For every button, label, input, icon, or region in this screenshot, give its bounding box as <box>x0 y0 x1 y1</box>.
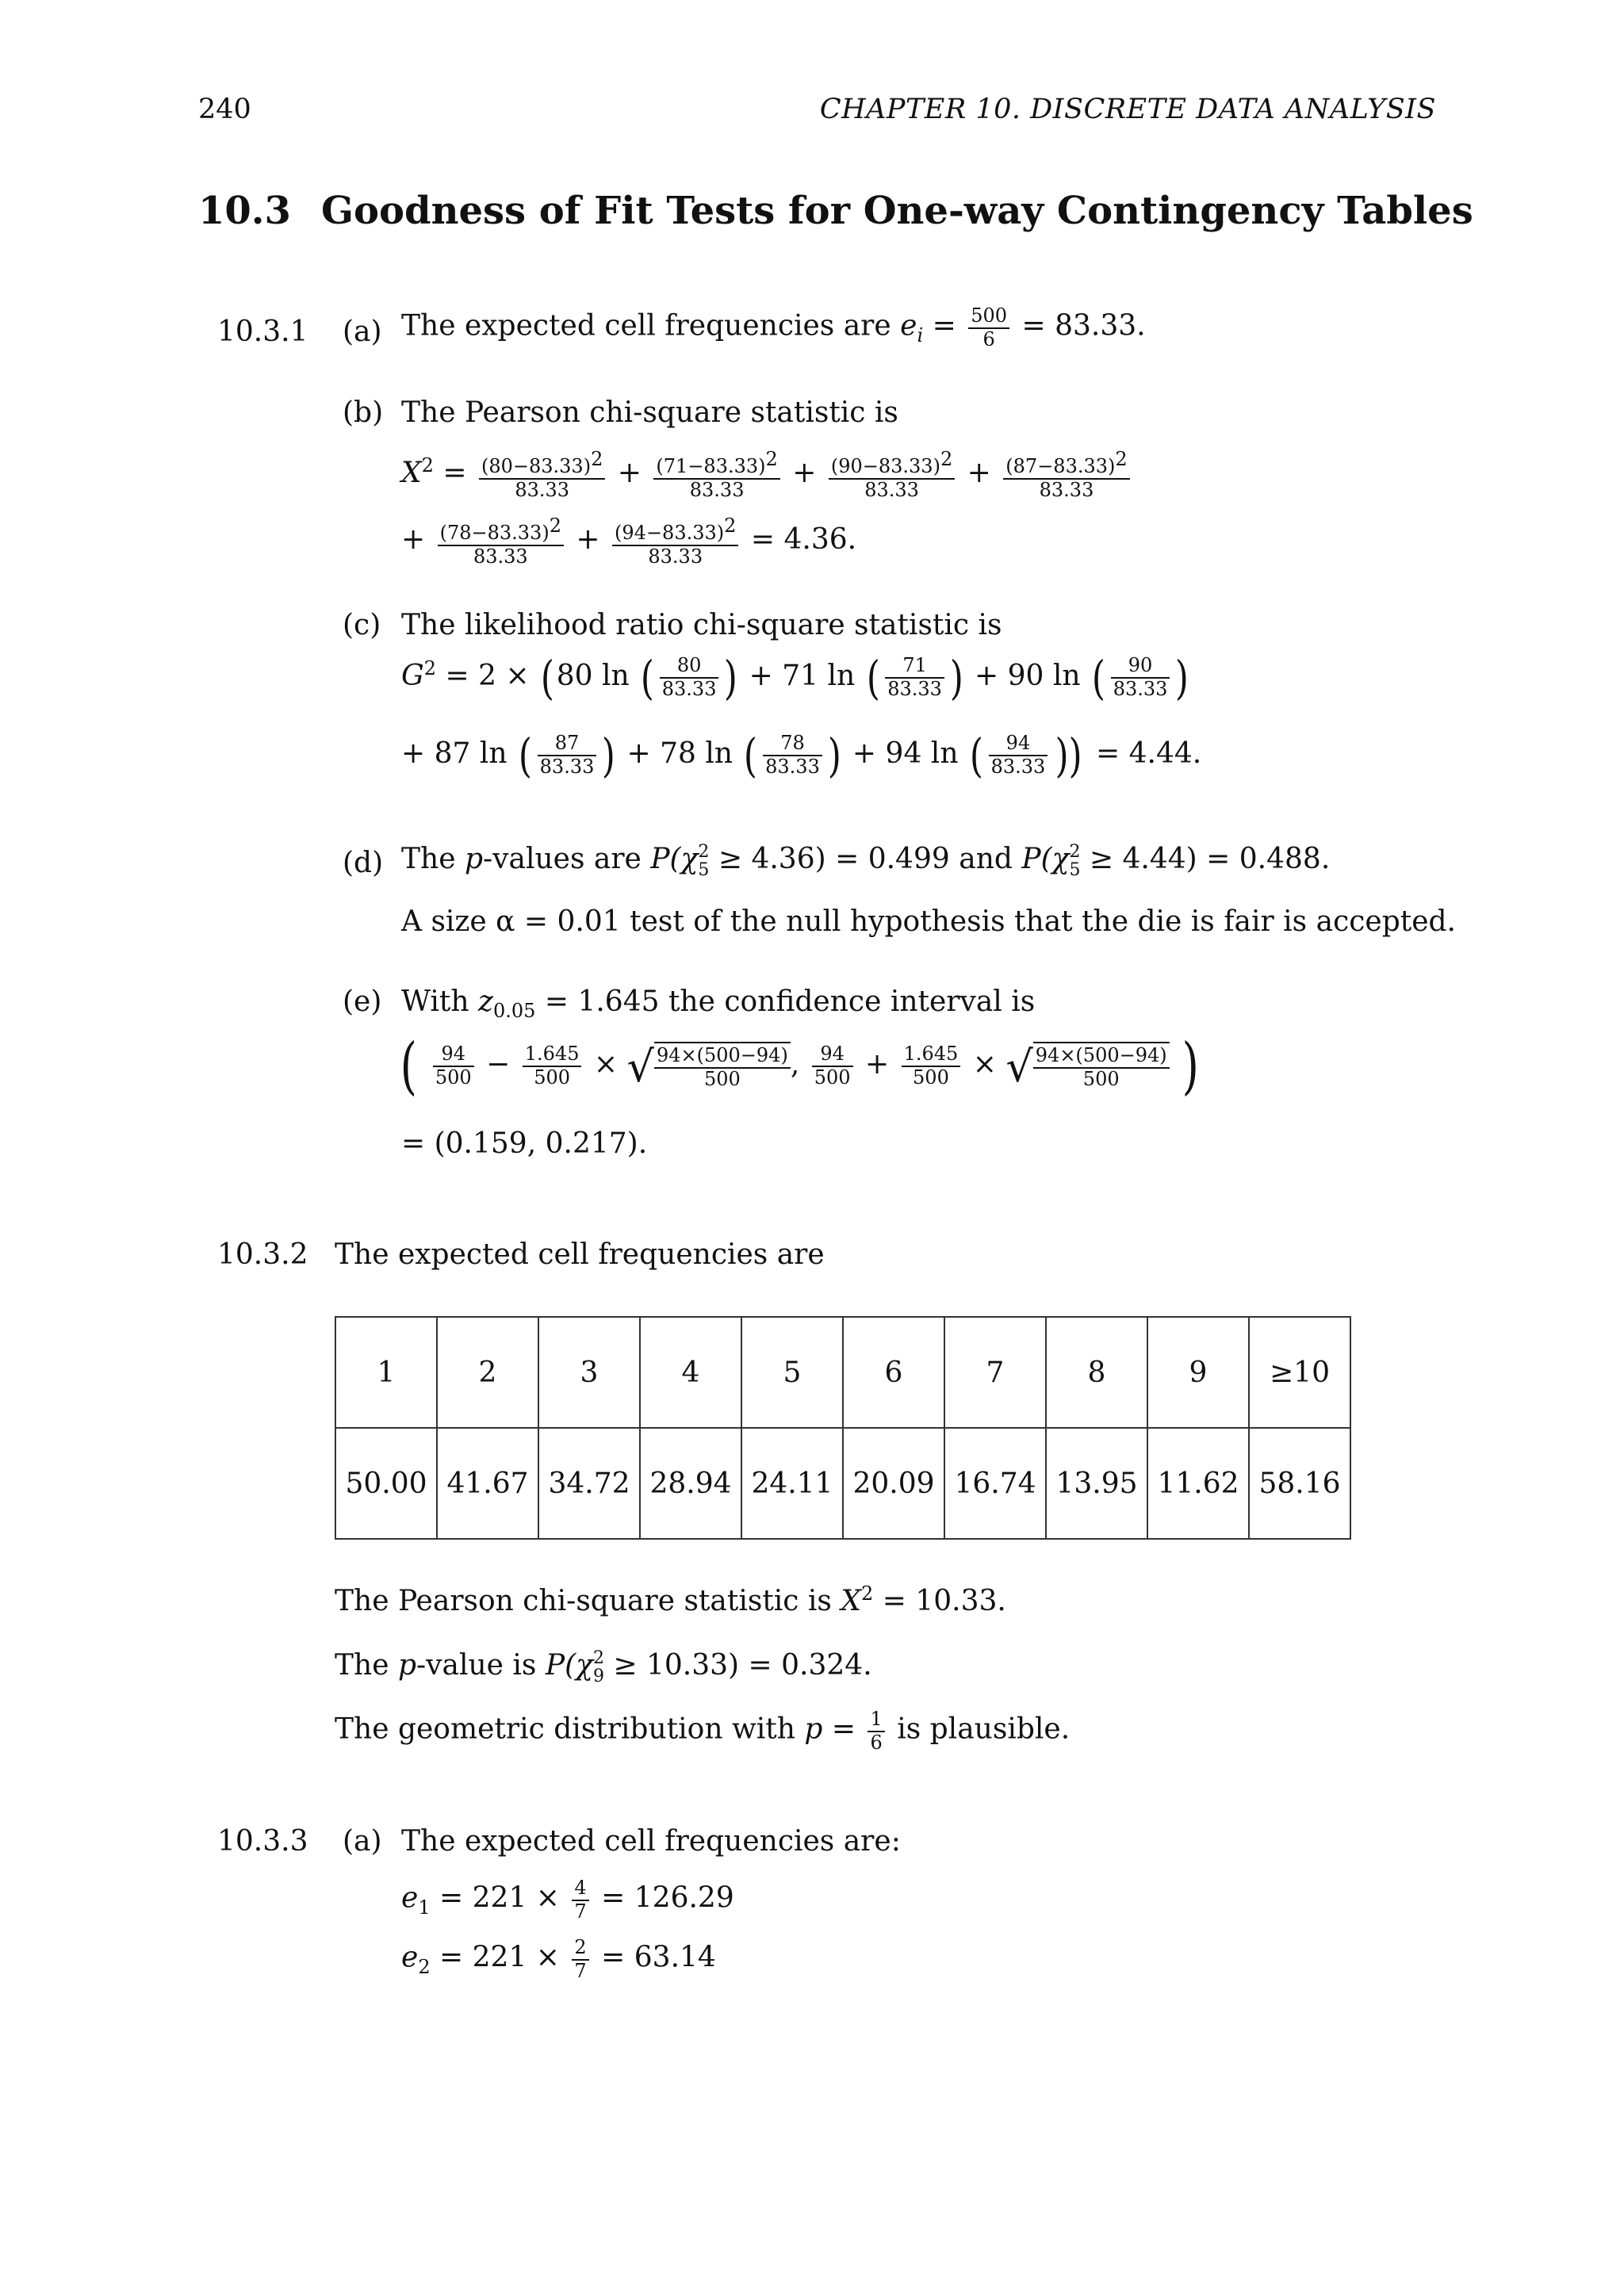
table-cell: 2 <box>437 1317 538 1428</box>
sub-i: i <box>917 323 924 346</box>
text: is plausible. <box>887 1712 1071 1746</box>
e1-line <box>401 1877 734 1923</box>
num: 2 <box>572 1937 588 1961</box>
num: 1.645 <box>523 1043 582 1067</box>
den: 6 <box>870 1731 883 1754</box>
table-cell: 50.00 <box>335 1428 437 1539</box>
var-e: e <box>401 1941 419 1974</box>
page-number: 240 <box>198 94 251 125</box>
table-cell: 41.67 <box>437 1428 538 1539</box>
part-a-label: (a) <box>343 316 382 348</box>
part-a-line: The expected cell frequencies are $e_i$ = $\frac{500}{6}$ = 83.33. <box>401 304 1146 350</box>
pearson-eq-line1: $X^2$ = $\frac{(80-83.33)^2}{83.33}$ + $\frac{(71-83.33)^2}{83.33}$ + $\frac{(90-83.33)^2}{83.33}$ + $\frac{(87-83.33)^2}{83.33}$ <box>401 449 1133 501</box>
den: 83.33 <box>515 478 570 501</box>
text: = 1.645 the confidence interval is <box>535 985 1036 1018</box>
den: 83.33 <box>473 545 528 568</box>
section-title: Goodness of Fit Tests for One-way Contingency Tables <box>321 189 1473 233</box>
num: 1.645 <box>902 1043 961 1067</box>
table-cell: 1 <box>335 1317 437 1428</box>
part-b-text: The Pearson chi-square statistic is <box>401 396 898 429</box>
part-d-line2: A size α = 0.01 test of the null hypothesis that the die is fair is accepted. <box>401 905 1456 938</box>
lhs-sup: 2 <box>421 454 434 477</box>
part-d-label: (d) <box>343 847 384 879</box>
num: 1 <box>868 1709 884 1732</box>
pearson-result: = 4.36. <box>750 523 857 557</box>
term: (71−83.33) <box>656 455 766 477</box>
likelihood-result: = 4.44. <box>1096 737 1202 770</box>
geometric-line <box>335 1709 1070 1754</box>
sub: 1 <box>418 1896 431 1919</box>
table-cell: 13.95 <box>1046 1428 1147 1539</box>
part-b-label: (b) <box>343 396 384 429</box>
rad-num: 94×(500−94) <box>1033 1045 1170 1069</box>
rad-den: 500 <box>703 1068 741 1090</box>
den: 83.33 <box>539 756 595 778</box>
den: 500 <box>913 1066 949 1089</box>
num: 87 <box>538 733 597 756</box>
sqrt-1: √ $\frac{94\times(500-94)}{500}$ <box>627 1042 791 1092</box>
part-a-text: The expected cell frequencies are <box>401 309 891 342</box>
den: 500 <box>534 1066 571 1089</box>
frac-num: 500 <box>968 305 1009 329</box>
problem-10-3-3-text: The expected cell frequencies are: <box>401 1825 901 1858</box>
text: ≥ 10.33) = 0.324. <box>603 1649 872 1682</box>
den: 83.33 <box>864 478 919 501</box>
part-d-line1: The p-values are P(χ 2 5 ≥ 4.36) = 0.499 and P(χ 2 5 ≥ 4.44) = 0.488. <box>401 842 1331 881</box>
text: With <box>401 985 478 1018</box>
coef: 94 ln <box>885 737 959 770</box>
num: 94 <box>812 1043 853 1067</box>
part-a-result: = 83.33. <box>1021 309 1146 342</box>
part-a-label-10-3-3: (a) <box>343 1825 382 1858</box>
part-e-line1 <box>401 985 1035 1022</box>
and: and <box>949 843 1022 876</box>
part-c-label: (c) <box>343 609 381 641</box>
pvalue1: P(χ <box>650 843 699 876</box>
table-row <box>335 1317 1350 1428</box>
running-header: CHAPTER 10. DISCRETE DATA ANALYSIS <box>819 94 1436 125</box>
den: 7 <box>574 1959 587 1982</box>
den: 83.33 <box>1113 678 1168 700</box>
likelihood-eq-line1: $G^2 = 2 \times (80$ ln ( $\frac{80}{83.33}$ ) + 71 ln ( $\frac{71}{83.33}$ ) + 90 ln ( $\frac{90}{83.33}$ ) <box>401 651 1189 705</box>
times: = 2 × <box>445 660 530 692</box>
term: (78−83.33) <box>439 522 550 544</box>
pvalue: P(χ <box>545 1649 593 1682</box>
table-cell: 58.16 <box>1249 1428 1350 1539</box>
coef: 80 ln <box>556 660 630 692</box>
table-cell: 24.11 <box>741 1428 843 1539</box>
pvalue1-rest: ≥ 4.36) = 0.499 <box>709 843 950 876</box>
var-X: X <box>841 1585 861 1617</box>
var-e: e <box>401 1881 419 1915</box>
den: 83.33 <box>887 678 942 700</box>
table-cell: 16.74 <box>944 1428 1046 1539</box>
den: 83.33 <box>661 678 717 700</box>
coef: 87 ln <box>434 737 508 770</box>
table-cell: 20.09 <box>843 1428 944 1539</box>
problem-number-10-3-1: 10.3.1 <box>217 316 308 348</box>
problem-number-10-3-2: 10.3.2 <box>217 1238 308 1271</box>
coef: 90 ln <box>1007 660 1081 692</box>
table-cell: 4 <box>640 1317 741 1428</box>
table-cell: 28.94 <box>640 1428 741 1539</box>
den: 83.33 <box>648 545 703 568</box>
fraction-500-6 <box>968 305 1009 350</box>
num: 71 <box>885 655 944 679</box>
frac-den: 6 <box>982 327 995 350</box>
table-row <box>335 1428 1350 1539</box>
term: (87−83.33) <box>1005 455 1116 477</box>
num: 90 <box>1111 655 1170 679</box>
term: (90−83.33) <box>830 455 940 477</box>
pearson-eq-line2: + $\frac{(78-83.33)^2}{83.33}$ + $\frac{(94-83.33)^2}{83.33}$ = 4.36. <box>401 515 857 568</box>
text: = 221 × <box>430 1941 560 1974</box>
problem-10-3-2-text: The expected cell frequencies are <box>335 1238 825 1271</box>
table-cell: 8 <box>1046 1317 1147 1428</box>
problem-number-10-3-3: 10.3.3 <box>217 1825 308 1858</box>
table-cell: 5 <box>741 1317 843 1428</box>
coef: 78 ln <box>660 737 733 770</box>
num: 80 <box>660 655 719 679</box>
den: 500 <box>814 1066 851 1089</box>
num: 94 <box>989 733 1048 756</box>
confidence-interval-formula: ( $\frac{94}{500}$ − $\frac{1.645}{500}$ × √ $\frac{94\times(500-94)}{500}$ , $\frac{94}{500}$ + $\frac{1.645}{500}$ × √ $\frac{94\times(500-94)}{500}$ ) <box>400 1031 1199 1102</box>
table-cell: 6 <box>843 1317 944 1428</box>
den: 83.33 <box>689 478 745 501</box>
var-e: e <box>900 309 917 342</box>
table-cell: 11.62 <box>1147 1428 1249 1539</box>
coef: 71 ln <box>782 660 856 692</box>
table-cell: 3 <box>538 1317 640 1428</box>
pearson-statistic-line: The Pearson chi-square statistic is $X^2 = 10.33$. <box>335 1582 1006 1617</box>
den: 83.33 <box>990 756 1046 778</box>
rad-num: 94×(500−94) <box>654 1045 791 1069</box>
lhs-sup: 2 <box>423 657 437 679</box>
den: 83.33 <box>1039 478 1094 501</box>
sub: 2 <box>418 1955 431 1978</box>
text: = 221 × <box>430 1881 560 1915</box>
text: -values are <box>483 843 651 876</box>
e2-line <box>401 1937 716 1982</box>
num: 4 <box>572 1877 588 1901</box>
lhs-G: G <box>401 660 424 692</box>
confidence-interval-result: = (0.159, 0.217). <box>401 1127 648 1160</box>
section-number: 10.3 <box>198 189 291 233</box>
term: (94−83.33) <box>615 522 725 544</box>
table-cell: 34.72 <box>538 1428 640 1539</box>
text: -value is <box>416 1649 546 1682</box>
pvalue2-rest: ≥ 4.44) = 0.488. <box>1080 843 1331 876</box>
text: The <box>401 843 465 876</box>
text: = 63.14 <box>601 1941 716 1974</box>
text: The geometric distribution with <box>335 1712 805 1746</box>
text: The Pearson chi-square statistic is <box>335 1585 841 1617</box>
lhs-X: X <box>401 457 422 490</box>
pvalue2: P(χ <box>1021 843 1070 876</box>
expected-frequency-table <box>335 1316 1351 1540</box>
rad-den: 500 <box>1082 1068 1120 1090</box>
text: = 10.33. <box>873 1585 1006 1617</box>
den: 83.33 <box>765 756 820 778</box>
part-e-label: (e) <box>343 985 382 1018</box>
den: 500 <box>435 1066 472 1089</box>
num: 94 <box>433 1043 474 1067</box>
text: = <box>822 1712 865 1746</box>
var-p: p <box>397 1649 416 1682</box>
var-z: z <box>477 985 493 1018</box>
text: = 126.29 <box>601 1881 734 1915</box>
var-p: p <box>464 843 483 876</box>
num: 78 <box>763 733 822 756</box>
part-c-text: The likelihood ratio chi-square statistic is <box>401 609 1002 641</box>
z-sub: 0.05 <box>492 1000 536 1023</box>
term: (80−83.33) <box>481 455 592 477</box>
den: 7 <box>574 1900 587 1923</box>
sqrt-2: √ $\frac{94\times(500-94)}{500}$ <box>1005 1042 1169 1092</box>
var-p: p <box>804 1712 823 1746</box>
text: The <box>335 1649 398 1682</box>
table-cell: ≥10 <box>1249 1317 1350 1428</box>
likelihood-eq-line2: + 87 ln ( $\frac{87}{83.33}$ ) + 78 ln ( $\frac{78}{83.33}$ ) + 94 ln ( $\frac{94}{83.33}$ )) = 4.44. <box>401 729 1202 783</box>
table-cell: 9 <box>1147 1317 1249 1428</box>
p-value-line: The p-value is P(χ 2 9 ≥ 10.33) = 0.324. <box>335 1648 872 1687</box>
table-cell: 7 <box>944 1317 1046 1428</box>
